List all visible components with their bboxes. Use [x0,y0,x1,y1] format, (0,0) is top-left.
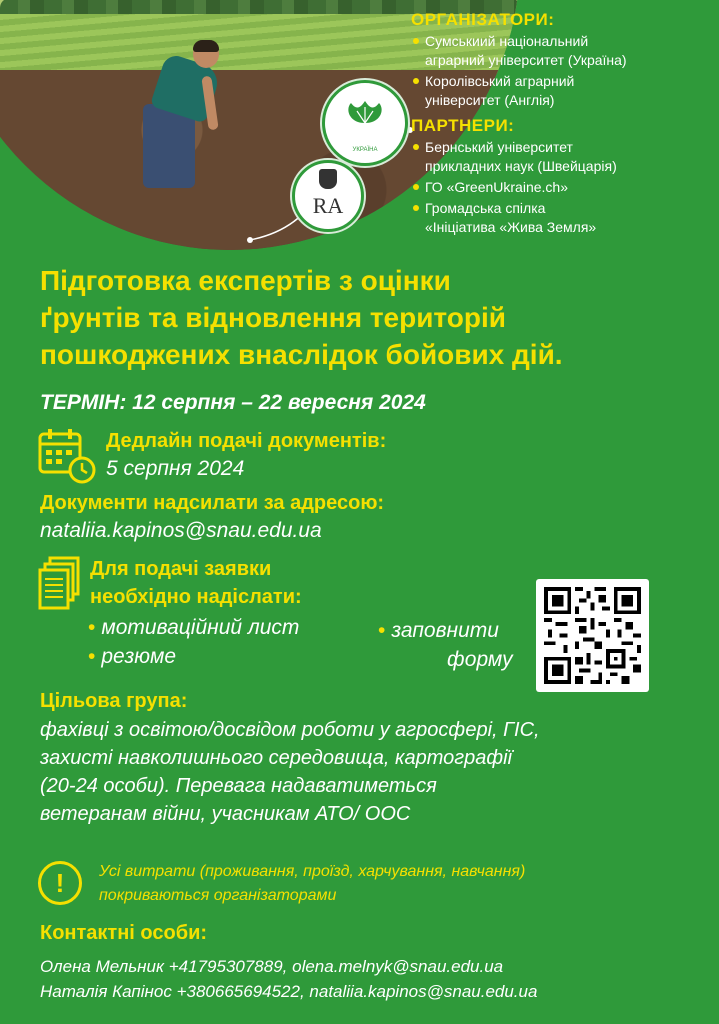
partner-line: Громадська спілка [425,200,546,216]
fill-form-item [378,619,499,643]
apply-heading-line: необхідно надіслати: [90,586,302,608]
target-line: фахівці з освітою/досвідом роботи у агросфері, ГІС, [40,719,540,741]
partner-line: «Ініціатива «Жива Земля» [425,219,597,235]
bullet-dot: • [88,616,96,639]
headline-line: пошкоджених внаслідок бойових дій. [40,339,563,370]
snau-logo [322,80,408,166]
organizers-title: ОРГАНІЗАТОРИ: [411,10,555,29]
ginkgo-leaf-icon [343,99,387,145]
target-line: ветеранам війни, учасникам АТО/ ООС [40,803,411,825]
ra-logo [292,160,364,232]
crest-icon [319,169,337,189]
partners-list [411,138,711,237]
partner-item [411,199,711,237]
organizers-block [411,10,711,239]
apply-item-text: резюме [101,645,177,668]
organizer-line: Королівський аграрний [425,73,575,89]
organizer-line: університет (Англія) [425,92,555,108]
apply-item [88,645,176,669]
contact-line[interactable]: Наталія Капінос +380665694522, nataliia.kapinos@snau.edu.ua [40,982,538,1001]
partner-line: Бернський університет [425,139,573,155]
organizers-list [411,32,711,110]
costs-line: Усі витрати (проживання, проїзд, харчування, навчання) [99,863,526,880]
bullet-dot: • [378,619,386,642]
apply-item-text: мотиваційний лист [101,616,300,639]
person-kneeling [135,40,255,190]
fill-form-item-cont: форму [447,648,513,671]
costs-notice [99,860,525,908]
partner-line: прикладних наук (Швейцарія) [425,158,617,174]
apply-item [88,616,299,640]
deadline-date: 5 серпня 2024 [106,457,245,480]
send-address-label: Документи надсилати за адресою: [40,492,385,514]
qr-code-image [544,587,641,684]
headline [40,262,710,373]
organizer-item [411,72,711,110]
send-address-email[interactable]: nataliia.kapinos@snau.edu.ua [40,519,322,542]
contacts-list [40,954,537,1004]
organizer-item [411,32,711,70]
costs-line: покриваються організаторами [99,887,337,904]
partner-line: ГО «GreenUkraine.ch» [425,179,568,195]
qr-code[interactable] [536,579,649,692]
bullet-dot: • [88,645,96,668]
contacts-title: Контактні особи: [40,922,208,944]
partner-item [411,178,711,197]
snau-logo-caption: УКРАЇНА [352,147,378,153]
partner-item [411,138,711,176]
deadline-label: Дедлайн подачі документів: [106,430,387,452]
target-group-text [40,716,700,828]
ra-monogram: RA [312,193,344,218]
warning-icon: ! [38,861,82,905]
term-dates: ТЕРМІН: 12 серпня – 22 вересня 2024 [40,391,426,414]
organizer-line: аграрний університет (Україна) [425,52,627,68]
headline-line: Підготовка експертів з оцінки [40,265,451,296]
organizer-line: Сумськиий національний [425,33,589,49]
target-line: захисті навколишнього середовища, картографії [40,747,512,769]
calendar-clock-icon [38,428,96,484]
fill-form-text: заповнити [391,619,499,642]
documents-icon [38,556,82,610]
target-line: (20-24 особи). Перевага надаватиметься [40,775,437,797]
partners-title: ПАРТНЕРИ: [411,116,515,135]
apply-heading-line: Для подачі заявки [90,558,272,580]
headline-line: ґрунтів та відновлення територій [40,302,506,333]
contact-line[interactable]: Олена Мельник +41795307889, olena.melnyk@snau.edu.ua [40,957,504,976]
target-group-title: Цільова група: [40,690,188,712]
